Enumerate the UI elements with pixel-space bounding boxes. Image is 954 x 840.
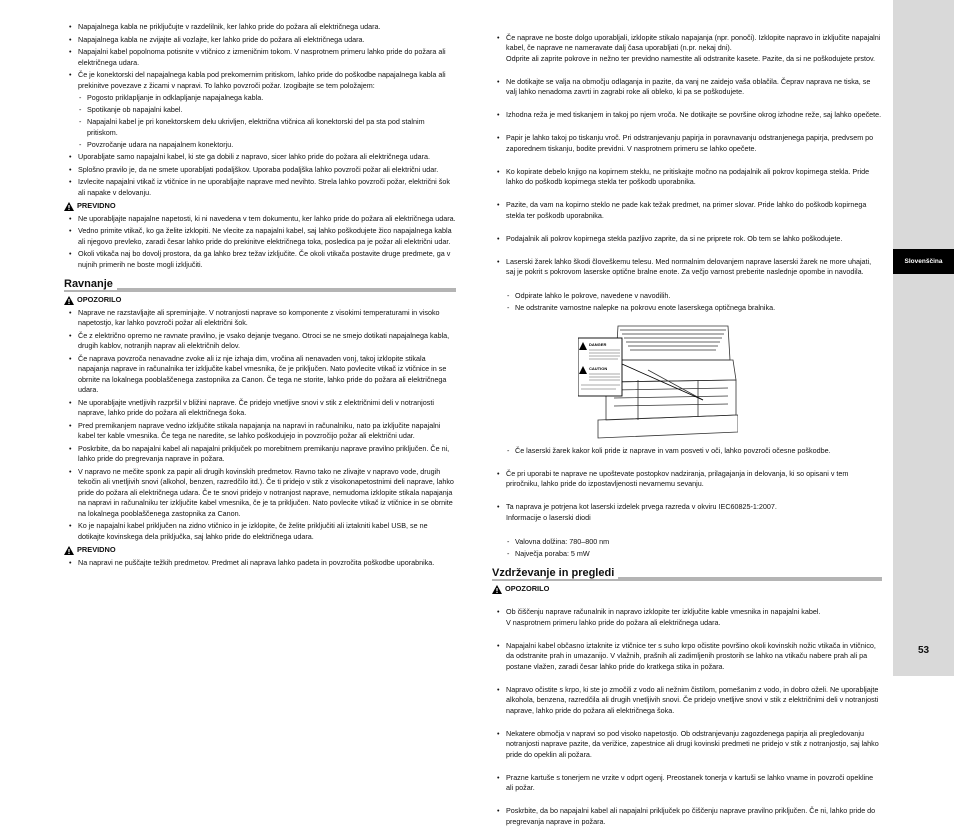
list-item: • Podajalnik ali pokrov kopirnega stekla pazljivo zaprite, da si ne priprete rok. Ob tem se lahko poškodujete. <box>492 234 882 245</box>
warning-heading <box>492 584 882 595</box>
sidebar-strip <box>893 0 954 676</box>
page-number: 53 <box>917 645 930 656</box>
caution-label: PREVIDNO <box>77 201 116 210</box>
sticker-danger-text: DANGER <box>589 341 607 347</box>
bullet-list <box>64 558 456 569</box>
list-item: • Uporabljate samo napajalni kabel, ki ste ga dobili z napravo, sicer lahko pride do požara ali električnega udara. <box>64 152 456 163</box>
list-item: • Poskrbite, da bo napajalni kabel ali napajalni priključek po morebitnem premikanju naprave pravilno priključen. Če ni, lahko pride do pregrevanja naprave in požara. <box>64 444 456 465</box>
list-item: • Izvlecite napajalni vtikač iz vtičnice in ne uporabljajte naprave med nevihto. Strela lahko povzroči požar, električni šok ali napake v delovanju. <box>64 177 456 198</box>
list-item: • Ne uporabljajte vnetljivih razpršil v bližini naprave. Če pridejo vnetljive snovi v stik z električnimi deli v notranjosti naprave, lahko pride do požara ali električnega šoka. <box>64 398 456 419</box>
list-item: • Ko je napajalni kabel priključen na zidno vtičnico in je izklopite, če želite priključiti ali iztakniti kabel USB, se ne dotikajte kovinskega dela priključka, saj lahko pride do električnega udara. <box>64 521 456 542</box>
list-item: • Naprave ne razstavljajte ali spreminjajte. V notranjosti naprave so komponente z visokimi temperaturami in visoko napetostjo, kar lahko povzroči požar ali električni šok. <box>64 308 456 329</box>
list-item: • Splošno pravilo je, da ne smete uporabljati podaljškov. Uporaba podaljška lahko povzroči požar ali električni udar. <box>64 165 456 176</box>
sub-list-item: - Ne odstranite varnostne nalepke na pokrovu enote laserskega optičnega bralnika. <box>506 303 882 314</box>
list-item: • Na napravi ne puščajte težkih predmetov. Predmet ali naprava lahko padeta in povzročita poškodbe uporabnika. <box>64 558 456 569</box>
sub-list <box>506 291 882 314</box>
list-item: • V napravo ne mečite sponk za papir ali drugih kovinskih predmetov. Ravno tako ne zlivajte v napravo vode, drugih tekočin ali vnetljivih snovi (alkohol, benzen, razredčilo itd.). Če ti pridejo v stik z visokonapetostnimi deli naprave, lahko pride do požara ali električnega udara. Če te snovi pridejo v notranjost naprave, nemudoma izklopite stikala napajanja na napravi in računalniku ter izključite kabel vmesnika, če je ta priključen. Nato povlecite vtikač iz vtičnice in se obrnite na lokalnega pooblaščenega zastopnika za Canon. <box>64 467 456 520</box>
list-item: • Ne uporabljajte napajalne napetosti, ki ni navedena v tem dokumentu, ker lahko pride do požara ali električnega udara. <box>64 214 456 225</box>
warning-triangle-icon <box>64 296 74 305</box>
list-item: • Če naprava povzroča nenavadne zvoke ali iz nje izhaja dim, vročina ali nenavaden vonj, takoj izklopite stikala napajanja naprave in računalnika ter izključite kabel vmesnika, če je priključen. Nato povlecite vtikač iz vtičnice in se obrnite na lokalnega pooblaščenega zastopnika za Canon. Če tega ne storite, lahko pride do požara ali električnega udara. <box>64 354 456 396</box>
sticker-caution-text: CAUTION <box>589 365 608 371</box>
list-item: • Nekatere območja v napravi so pod visoko napetostjo. Ob odstranjevanju zagozdenega papirja ali pregledovanju notranjosti naprave pazite, da verižice, zapestnice ali drugi kovinski predmeti ne pridejo v stik z notranjostjo, saj lahko pride do opeklin ali požara. <box>492 729 882 761</box>
list-item: • Papir je lahko takoj po tiskanju vroč. Pri odstranjevanju papirja in poravnavanju odstranjenega papirja, predvsem po zaporednem tiskanju, bodite previdni. V nasprotnem primeru se lahko opečete. <box>492 133 882 154</box>
section-title <box>492 567 882 581</box>
sub-list-item: - Če laserski žarek kakor koli pride iz naprave in vam posveti v oči, lahko povzroči očesne poškodbe. <box>506 446 882 457</box>
section-title <box>64 278 456 292</box>
language-label: Slovenščina <box>904 258 943 265</box>
list-item: • Pred premikanjem naprave vedno izključite stikala napajanja na napravi in računalniku, nato pa izključite napajalni kabel ter kable vmesnika. Če tega ne naredite, se lahko poškodujejo in povzročijo požar ali električni udar. <box>64 421 456 442</box>
right-column <box>492 22 882 840</box>
list-item: • Napajalni kabel popolnoma potisnite v vtičnico z izmeničnim tokom. V nasprotnem primeru lahko pride do požara ali električnega udara. <box>64 47 456 68</box>
bullet-list <box>64 308 456 543</box>
list-item: • Napravo očistite s krpo, ki ste jo zmočili z vodo ali nežnim čistilom, pomešanim z vodo, in dobro oželi. Ne uporabljajte alkohola, benzena, razredčila ali drugih vnetljivih snovi. Če pridejo vnetljive snovi v stik z električnimi deli v notranjosti naprave, lahko pride do požara ali električnega šoka. <box>492 685 882 717</box>
list-item: • Če z električno opremo ne ravnate pravilno, je vsako dejanje tvegano. Otroci se ne smejo dotikati napajalnega kabla, drugih kablov, notranjih naprav ali električnih delov. <box>64 331 456 352</box>
list-item: • Ob čiščenju naprave računalnik in napravo izklopite ter izključite kable vmesnika in napajalni kabel. V nasprotnem primeru lahko pride do požara ali električnega udara. <box>492 607 882 628</box>
language-tab <box>893 249 954 274</box>
list-item: • Prazne kartuše s tonerjem ne vrzite v odprt ogenj. Preostanek tonerja v kartuši se lahko vname in povzroči opekline ali požar. <box>492 773 882 794</box>
bullet-list <box>64 22 456 91</box>
sub-list <box>506 537 882 560</box>
warning-heading <box>64 295 456 306</box>
sub-list-item: - Največja poraba: 5 mW <box>506 549 882 560</box>
bullet-list <box>492 597 882 840</box>
bullet-list <box>492 458 882 536</box>
sub-list <box>78 93 456 150</box>
list-item: • Napajalni kabel občasno iztaknite iz vtičnice ter s suho krpo očistite površino okoli kovinskih nožic vtikača in vtičnico, da odstranite prah in umazanijo. V vlažnih, prašnih ali zadimljenih prostorih se lahko na vtikaču nabere prah ali pa postane vlažen, zaradi česar lahko pride do kratkega stika in požara. <box>492 641 882 673</box>
bullet-list <box>64 214 456 271</box>
section-title-text: Ravnanje <box>64 278 117 290</box>
list-item: • Izhodna reža je med tiskanjem in takoj po njem vroča. Ne dotikajte se površine okrog izhodne reže, saj lahko opečete. <box>492 110 882 121</box>
bullet-list <box>64 152 456 198</box>
caution-heading <box>64 201 456 212</box>
left-column <box>64 22 456 570</box>
list-item: • Poskrbite, da bo napajalni kabel ali napajalni priključek po čiščenju naprave pravilno priključen. Če ni, lahko pride do pregrevanja naprave in požara. <box>492 806 882 827</box>
sub-list-item: - Valovna dolžina: 780–800 nm <box>506 537 882 548</box>
list-item: • Ne dotikajte se valja na območju odlaganja in pazite, da vanj ne zaideјo vaša oblačila. Čeprav naprava ne tiska, se valj lahko nenadoma zavrti in zagrabi roke ali obleko, ki pa se poškodujete. <box>492 77 882 98</box>
list-item: • Napajalnega kabla ne zvijajte ali vozlajte, ker lahko pride do požara ali električnega udara. <box>64 35 456 46</box>
list-item: • Če je konektorski del napajalnega kabla pod prekomernim pritiskom, lahko pride do poškodbe napajalnega kabla ali prekinitve povezave z žicami v napravi. To lahko povzroči požar. Izogibajte se tem položajem: <box>64 70 456 91</box>
list-item: • Vedno primite vtikač, ko ga želite izklopiti. Ne vlecite za napajalni kabel, saj lahko poškodujete žico napajalnega kabla ali njegovo prevleko, zaradi česar lahko pride do prekinitve električnega toka, posledica pa je požar ali električni udar. <box>64 226 456 247</box>
section-title-text: Vzdrževanje in pregledi <box>492 567 618 579</box>
warning-triangle-icon <box>64 202 74 211</box>
sub-list-item: - Povzročanje udara na napajalnem konektorju. <box>78 140 456 151</box>
list-item: • Napajalnega kabla ne priključujte v razdelilnik, ker lahko pride do požara ali električnega udara. <box>64 22 456 33</box>
list-item: • Ko kopirate debelo knjigo na kopirnem steklu, ne pritiskajte močno na podajalnik ali pokrov kopirnega stekla. Pride lahko do poškodb kopirnega stekla ter poškodb uporabnika. <box>492 167 882 188</box>
sub-list <box>506 446 882 457</box>
list-item: • Ta naprava je potrjena kot laserski izdelek prvega razreda v okviru IEC60825-1:2007. Informacije o laserski diodi <box>492 502 882 523</box>
list-item: • Če naprave ne boste dolgo uporabljali, izklopite stikalo napajanja (npr. ponoči). Izklopite napravo in izključite napajalni kabel, če naprave ne nameravate dalj časa uporabljati (n.pr. nekaj dni). Odprite ali zaprite pokrove in nežno ter previdno namestite ali odstranite kasete. Pazite, da si ne poškodujete prstov. <box>492 33 882 65</box>
list-item: • Okoli vtikača naj bo dovolj prostora, da ga lahko brez težav izključite. Če okoli vtikača postavite druge predmete, ga v nujnih primerih ne boste mogli izključiti. <box>64 249 456 270</box>
printer-laser-label-illustration <box>578 320 738 440</box>
warning-triangle-icon <box>64 546 74 555</box>
warning-label: OPOZORILO <box>505 584 550 593</box>
warning-triangle-icon <box>492 585 502 594</box>
sub-list-item: - Odpirate lahko le pokrove, navedene v navodilih. <box>506 291 882 302</box>
list-item: • Laserski žarek lahko škodi človeškemu telesu. Med normalnim delovanjem naprave laserski žarek ne more uhajati, saj je pokrit s pokrovom laserske optične bralne enote. Za večjo varnost preberite naslednje opombe in navodila. <box>492 257 882 278</box>
caution-heading <box>64 545 456 556</box>
sub-list-item: - Napajalni kabel je pri konektorskem delu ukrivljen, električna vtičnica ali konektorski del pa sta pod stalnim pritiskom. <box>78 117 456 138</box>
list-item: • Če pri uporabi te naprave ne upoštevate postopkov nadziranja, prilagajanja in delovanja, ki so opisani v tem priročniku, lahko pride do izpostavljenosti nevarnemu sevanju. <box>492 469 882 490</box>
list-item: • Pazite, da vam na kopirno steklo ne pade kak težak predmet, na primer slovar. Pride lahko do poškodb kopirnega stekla ter poškodb uporabnika. <box>492 200 882 221</box>
warning-label: OPOZORILO <box>77 295 122 304</box>
sub-list-item: - Spotikanje ob napajalni kabel. <box>78 105 456 116</box>
sub-list-item: - Pogosto priklapljanje in odklapljanje napajalnega kabla. <box>78 93 456 104</box>
caution-label: PREVIDNO <box>77 545 116 554</box>
bullet-list <box>492 22 882 290</box>
